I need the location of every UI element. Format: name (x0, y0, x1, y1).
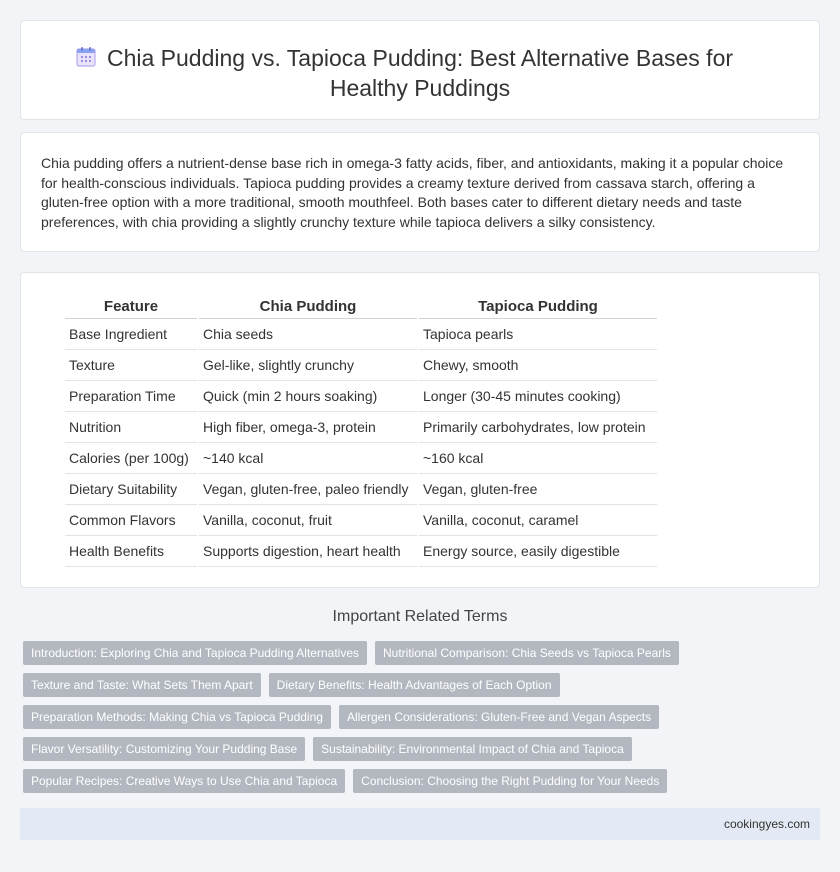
term-tag[interactable]: Sustainability: Environmental Impact of Chia and Tapioca (313, 737, 632, 761)
page-title-line-2: Healthy Puddings (329, 75, 511, 101)
term-tag[interactable]: Allergen Considerations: Gluten-Free and Vegan Aspects (339, 705, 659, 729)
table-cell: Quick (min 2 hours soaking) (199, 381, 417, 412)
table-row (65, 505, 657, 536)
term-tag[interactable]: Popular Recipes: Creative Ways to Use Chia and Tapioca (23, 769, 345, 793)
table-row (65, 412, 657, 443)
term-row (23, 769, 723, 793)
table-cell: ~140 kcal (199, 443, 417, 474)
table-header-row (65, 295, 657, 319)
table-cell: Primarily carbohydrates, low protein (419, 412, 657, 443)
header-feature: Feature (65, 295, 197, 319)
table-row (65, 474, 657, 505)
table-row (65, 319, 657, 350)
term-tag[interactable]: Texture and Taste: What Sets Them Apart (23, 673, 261, 697)
term-tag[interactable]: Dietary Benefits: Health Advantages of Each Option (269, 673, 560, 697)
table-cell: Nutrition (65, 412, 197, 443)
table-cell: Vanilla, coconut, caramel (419, 505, 657, 536)
title-card (20, 20, 820, 120)
table-cell: Calories (per 100g) (65, 443, 197, 474)
term-tag[interactable]: Nutritional Comparison: Chia Seeds vs Tapioca Pearls (375, 641, 679, 665)
term-row (23, 641, 723, 665)
table-row (65, 350, 657, 381)
page-title (21, 43, 819, 103)
related-terms-list (23, 641, 723, 801)
table-cell: Dietary Suitability (65, 474, 197, 505)
table-cell: Common Flavors (65, 505, 197, 536)
table-cell: Chia seeds (199, 319, 417, 350)
term-row (23, 737, 723, 761)
comparison-table (63, 295, 659, 567)
table-cell: Tapioca pearls (419, 319, 657, 350)
table-cell: Preparation Time (65, 381, 197, 412)
term-tag[interactable]: Introduction: Exploring Chia and Tapioca Pudding Alternatives (23, 641, 367, 665)
footer (20, 808, 820, 840)
table-row (65, 443, 657, 474)
table-cell: Base Ingredient (65, 319, 197, 350)
table-row (65, 536, 657, 567)
term-tag[interactable]: Conclusion: Choosing the Right Pudding for Your Needs (353, 769, 667, 793)
intro-card (20, 132, 820, 252)
term-tag[interactable]: Flavor Versatility: Customizing Your Pudding Base (23, 737, 305, 761)
table-cell: Supports digestion, heart health (199, 536, 417, 567)
table-cell: Texture (65, 350, 197, 381)
page-title-line-1: Chia Pudding vs. Tapioca Pudding: Best Alternative Bases for (106, 45, 734, 71)
table-cell: Vanilla, coconut, fruit (199, 505, 417, 536)
related-terms-heading: Important Related Terms (332, 608, 508, 625)
table-cell: Health Benefits (65, 536, 197, 567)
header-chia: Chia Pudding (199, 295, 417, 319)
intro-paragraph: Chia pudding offers a nutrient-dense base rich in omega-3 fatty acids, fiber, and antioxidants, making it a popular choice for health-conscious individuals. Tapioca pudding provides a creamy texture derived from cassava starch, offering a gluten-free option with a more traditional, smooth mouthfeel. Both bases cater to different dietary needs and taste preferences, with chia providing a slightly crunchy texture while tapioca delivers a silky consistency. (41, 155, 784, 230)
footer-site-link[interactable]: cookingyes.com (723, 817, 810, 831)
comparison-card (20, 272, 820, 588)
table-cell: Chewy, smooth (419, 350, 657, 381)
table-cell: Longer (30-45 minutes cooking) (419, 381, 657, 412)
table-cell: Vegan, gluten-free, paleo friendly (199, 474, 417, 505)
term-tag[interactable]: Preparation Methods: Making Chia vs Tapioca Pudding (23, 705, 331, 729)
term-row (23, 673, 723, 697)
term-row (23, 705, 723, 729)
table-cell: Vegan, gluten-free (419, 474, 657, 505)
table-cell: High fiber, omega-3, protein (199, 412, 417, 443)
table-cell: Energy source, easily digestible (419, 536, 657, 567)
table-cell: ~160 kcal (419, 443, 657, 474)
table-cell: Gel-like, slightly crunchy (199, 350, 417, 381)
header-tapioca: Tapioca Pudding (419, 295, 657, 319)
table-row (65, 381, 657, 412)
